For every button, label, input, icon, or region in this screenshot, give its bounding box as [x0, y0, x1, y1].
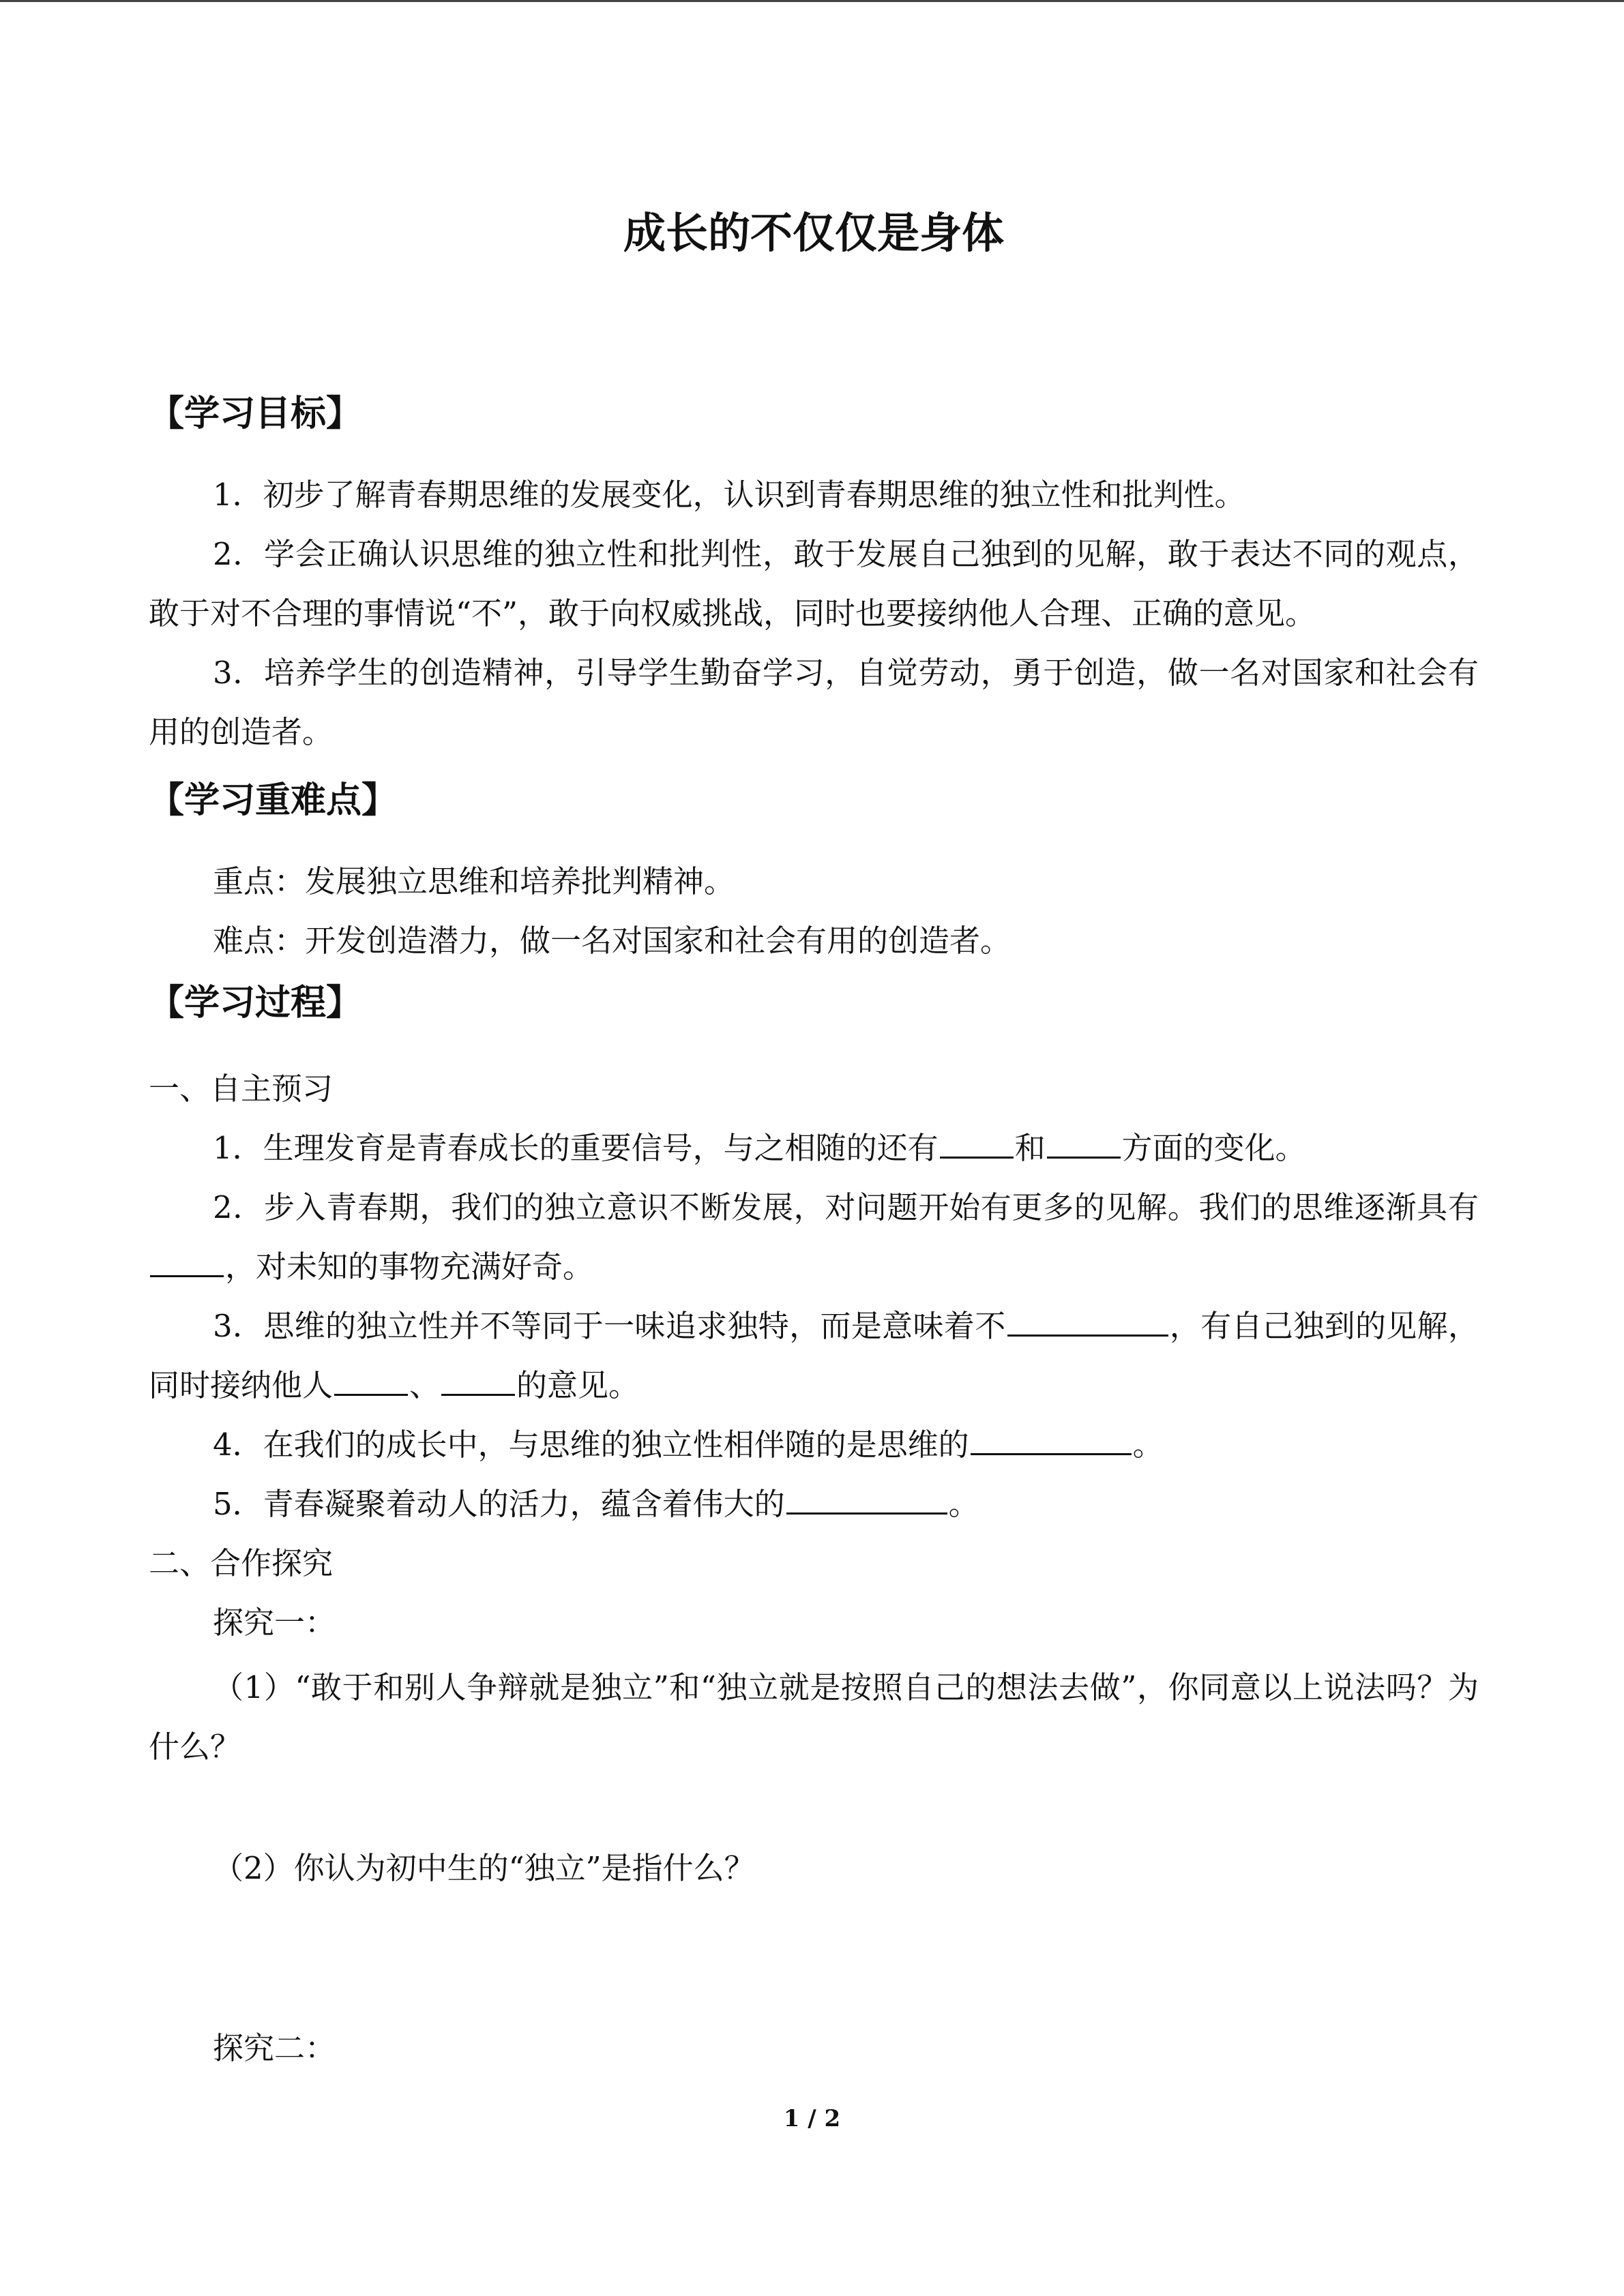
preview-question-1: 1．生理发育是青春成长的重要信号，与之相随的还有 和 方面的变化。: [213, 1130, 1306, 1166]
goals-heading: 【学习目标】: [149, 393, 362, 434]
preview-question-3: 3．思维的独立性并不等同于一味追求独特，而是意味着不 ，有自己独到的见解，同时接纳他人 、 的意见。: [149, 1308, 1479, 1403]
goal-item-3: 3．培养学生的创造精神，引导学生勤奋学习，自觉劳动，勇于创造，做一名对国家和社会有用的创造者。: [149, 655, 1479, 750]
explore-one-question-1: （1）“敢于和别人争辩就是独立”和“独立就是按照自己的想法去做”，你同意以上说法吗？为什么？: [149, 1669, 1479, 1765]
explore-two-label: 探究二：: [213, 2030, 336, 2066]
process-heading: 【学习过程】: [149, 983, 362, 1024]
key-point-difficulty: 难点：开发创造潜力，做一名对国家和社会有用的创造者。: [213, 923, 1012, 959]
fill-blank[interactable]: [786, 1487, 947, 1515]
goal-item-2: 2．学会正确认识思维的独立性和批判性，敢于发展自己独到的见解，敢于表达不同的观点，敢于对不合理的事情说“不”，敢于向权威挑战，同时也要接纳他人合理、正确的意见。: [149, 536, 1479, 631]
cooperation-heading: 二、合作探究: [149, 1545, 334, 1581]
key-point-focus: 重点：发展独立思维和培养批判精神。: [213, 863, 735, 899]
fill-blank[interactable]: [150, 1249, 224, 1277]
preview-question-2: 2．步入青春期，我们的独立意识不断发展，对问题开始有更多的见解。我们的思维逐渐具有，对未知的事物充满好奇。: [149, 1178, 1479, 1296]
document-title: 成长的不仅仅是身体: [623, 208, 1004, 258]
explore-one-label: 探究一：: [213, 1605, 336, 1641]
fill-blank[interactable]: [1007, 1309, 1168, 1337]
page-number: 1 / 2: [783, 2105, 841, 2132]
preview-heading: 一、自主预习: [149, 1071, 334, 1107]
explore-one-question-2: （2）你认为初中生的“独立”是指什么？: [213, 1850, 755, 1886]
top-border-line: [0, 0, 1624, 2]
key-points-heading: 【学习重难点】: [149, 780, 398, 821]
fill-blank[interactable]: [334, 1368, 408, 1396]
fill-blank[interactable]: [940, 1131, 1014, 1159]
preview-question-4: 4．在我们的成长中，与思维的独立性相伴随的是思维的 。: [213, 1427, 1164, 1463]
fill-blank[interactable]: [441, 1368, 515, 1396]
preview-question-5: 5．青春凝聚着动人的活力，蕴含着伟大的 。: [213, 1486, 979, 1522]
fill-blank[interactable]: [971, 1427, 1132, 1455]
fill-blank[interactable]: [1047, 1131, 1121, 1159]
goal-item-1: 1．初步了解青春期思维的发展变化，认识到青春期思维的独立性和批判性。: [213, 477, 1245, 513]
